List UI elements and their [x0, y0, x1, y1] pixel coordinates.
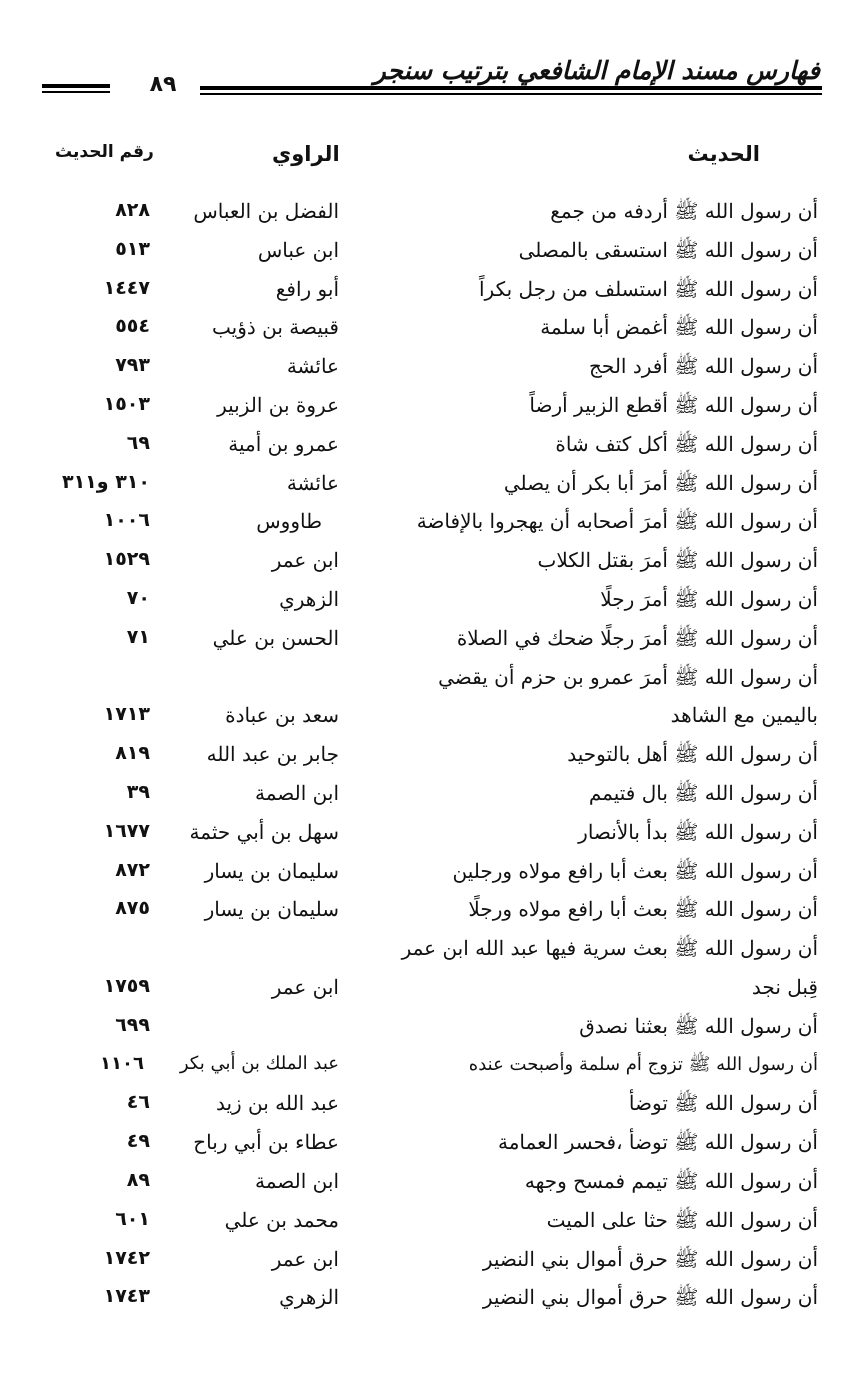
hadith-text: باليمين مع الشاهد [670, 703, 818, 728]
hadith-text: أن رسول الله ﷺ أفرد الحج [589, 354, 818, 379]
table-row [0, 195, 856, 234]
narrator-name: سعد بن عبادة [225, 703, 339, 728]
narrator-name: قبيصة بن ذؤيب [212, 315, 339, 340]
page-header [0, 0, 856, 115]
hadith-number: ٨٢٨ [115, 199, 150, 221]
narrator-name: سليمان بن يسار [204, 897, 339, 922]
narrator-name: طاووس [256, 509, 322, 534]
hadith-number: ٧٠ [126, 586, 150, 609]
header-rule-left-top [42, 84, 110, 88]
narrator-name: عبد الله بن زيد [215, 1091, 339, 1116]
hadith-number: ١٦٧٧ [103, 819, 150, 842]
hadith-text: أن رسول الله ﷺ أكل كتف شاة [555, 431, 818, 456]
table-row [0, 273, 856, 312]
hadith-number: ٨٧٢ [115, 858, 150, 881]
hadith-text: أن رسول الله ﷺ أمرَ بقتل الكلاب [537, 548, 818, 573]
hadith-number: ٥١٣ [115, 237, 150, 260]
hadith-text: أن رسول الله ﷺ أقطع الزبير أرضاً [529, 392, 818, 417]
hadith-text: أن رسول الله ﷺ أردفه من جمع [550, 199, 818, 223]
table-row [0, 1243, 856, 1282]
table-row [0, 816, 856, 855]
hadith-number: ١٥٢٩ [103, 548, 150, 571]
narrator-name: الزهري [279, 1285, 339, 1310]
table-row [0, 428, 856, 467]
table-row [0, 1087, 856, 1126]
hadith-number: ١١٠٦ [100, 1052, 144, 1074]
narrator-name: جابر بن عبد الله [206, 742, 339, 767]
narrator-name: ابن عمر [271, 1246, 339, 1271]
narrator-name: ابن عمر [271, 974, 339, 999]
column-header-number: رقم الحديث [55, 142, 154, 162]
table-row [0, 583, 856, 622]
table-row [0, 1010, 856, 1049]
hadith-text: أن رسول الله ﷺ أمرَ رجلًا ضحك في الصلاة [456, 625, 818, 650]
hadith-text: أن رسول الله ﷺ حرق أموال بني النضير [482, 1246, 818, 1271]
hadith-number: ٨٧٥ [115, 897, 150, 920]
hadith-number: ١٤٤٧ [103, 276, 150, 299]
narrator-name: أبو رافع [275, 276, 339, 301]
narrator-name: الفضل بن العباس [193, 199, 339, 223]
hadith-text: أن رسول الله ﷺ أمرَ أصحابه أن يهجروا بالإفاضة [416, 509, 818, 534]
table-row [0, 738, 856, 777]
hadith-number: ١٧٤٣ [103, 1285, 150, 1308]
hadith-number: ٦٠١ [115, 1207, 150, 1230]
narrator-name: محمد بن علي [224, 1207, 339, 1232]
narrator-name: عائشة [286, 470, 339, 495]
hadith-text: أن رسول الله ﷺ توضأ [628, 1091, 818, 1116]
table-row [0, 971, 856, 1010]
table-row [0, 1204, 856, 1243]
index-table [0, 195, 856, 1320]
hadith-number: ٤٩ [126, 1130, 150, 1153]
hadith-text: أن رسول الله ﷺ بعث أبا رافع مولاه ورجلًا [468, 897, 818, 922]
hadith-number: ١٧٥٩ [103, 974, 150, 997]
table-row [0, 661, 856, 700]
column-header-hadith: الحديث [687, 142, 760, 166]
hadith-text: قِبل نجد [751, 974, 818, 999]
table-row [0, 699, 856, 738]
narrator-name: سليمان بن يسار [204, 858, 339, 883]
running-title: فهارس مسند الإمام الشافعي بترتيب سنجر [373, 56, 820, 85]
narrator-name: الزهري [279, 586, 339, 611]
header-rule-right-top [200, 86, 822, 90]
hadith-text: أن رسول الله ﷺ أمرَ رجلًا [600, 586, 818, 611]
hadith-text: أن رسول الله ﷺ تيمم فمسح وجهه [524, 1168, 818, 1193]
hadith-number: ٣٩ [126, 780, 150, 803]
hadith-text: أن رسول الله ﷺ بعثنا نصدق [579, 1013, 818, 1038]
narrator-name: سهل بن أبي حثمة [189, 819, 339, 844]
table-row [0, 1281, 856, 1320]
narrator-name: عطاء بن أبي رباح [193, 1130, 339, 1155]
hadith-text: أن رسول الله ﷺ توضأ ،فحسر العمامة [498, 1130, 818, 1155]
hadith-number: ٧١ [126, 625, 150, 648]
hadith-number: ١٠٠٦ [103, 509, 150, 532]
hadith-text: أن رسول الله ﷺ أمرَ أبا بكر أن يصلي [503, 470, 818, 495]
hadith-number: ٥٥٤ [115, 315, 150, 338]
narrator-name: ابن عمر [271, 548, 339, 573]
hadith-number: ١٥٠٣ [103, 392, 150, 415]
narrator-name: عائشة [286, 354, 339, 379]
narrator-name: عمرو بن أمية [228, 431, 339, 456]
hadith-text: أن رسول الله ﷺ بعث سرية فيها عبد الله ابن عمر [401, 936, 818, 961]
header-rule-left-bottom [42, 91, 110, 93]
table-row [0, 622, 856, 661]
hadith-text: أن رسول الله ﷺ استسقى بالمصلى [518, 237, 818, 262]
hadith-text: أن رسول الله ﷺ بدأ بالأنصار [578, 819, 818, 844]
table-row [0, 505, 856, 544]
hadith-number: ٧٩٣ [115, 354, 150, 377]
table-row [0, 777, 856, 816]
hadith-number: ٣١٠ و٣١١ [61, 470, 150, 493]
header-rule-right-bottom [200, 93, 822, 95]
hadith-number: ٤٦ [126, 1091, 150, 1114]
hadith-number: ٦٩٩ [115, 1013, 150, 1036]
hadith-text: أن رسول الله ﷺ أغمض أبا سلمة [540, 315, 818, 340]
narrator-name: عبد الملك بن أبي بكر [179, 1052, 339, 1074]
narrator-name: ابن الصمة [255, 780, 339, 805]
table-row [0, 1049, 856, 1088]
table-row [0, 932, 856, 971]
table-row [0, 467, 856, 506]
hadith-text: أن رسول الله ﷺ بال فتيمم [588, 780, 818, 805]
hadith-number: ١٧٤٢ [103, 1246, 150, 1269]
table-row [0, 350, 856, 389]
narrator-name: الحسن بن علي [212, 625, 339, 650]
table-row [0, 893, 856, 932]
hadith-number: ٨٩ [126, 1168, 150, 1191]
column-header-rawi: الراوي [272, 142, 340, 166]
table-row [0, 234, 856, 273]
table-row [0, 311, 856, 350]
table-row [0, 1165, 856, 1204]
narrator-name: ابن عباس [257, 237, 339, 262]
hadith-text: أن رسول الله ﷺ استسلف من رجل بكراً [478, 276, 818, 301]
hadith-number: ٦٩ [126, 431, 150, 454]
hadith-text: أن رسول الله ﷺ بعث أبا رافع مولاه ورجلين [452, 858, 818, 883]
hadith-text: أن رسول الله ﷺ تزوج أم سلمة وأصبحت عنده [468, 1053, 818, 1075]
narrator-name: عروة بن الزبير [217, 392, 339, 417]
page-number: ٨٩ [149, 72, 177, 97]
table-row [0, 1126, 856, 1165]
hadith-number: ١٧١٣ [103, 703, 150, 726]
narrator-name: ابن الصمة [255, 1168, 339, 1193]
hadith-text: أن رسول الله ﷺ أمرَ عمرو بن حزم أن يقضي [438, 664, 818, 689]
hadith-text: أن رسول الله ﷺ حثا على الميت [546, 1207, 818, 1232]
hadith-text: أن رسول الله ﷺ أهل بالتوحيد [567, 742, 818, 767]
hadith-text: أن رسول الله ﷺ حرق أموال بني النضير [482, 1285, 818, 1310]
table-row [0, 389, 856, 428]
hadith-number: ٨١٩ [115, 742, 150, 765]
table-row [0, 544, 856, 583]
table-row [0, 855, 856, 894]
